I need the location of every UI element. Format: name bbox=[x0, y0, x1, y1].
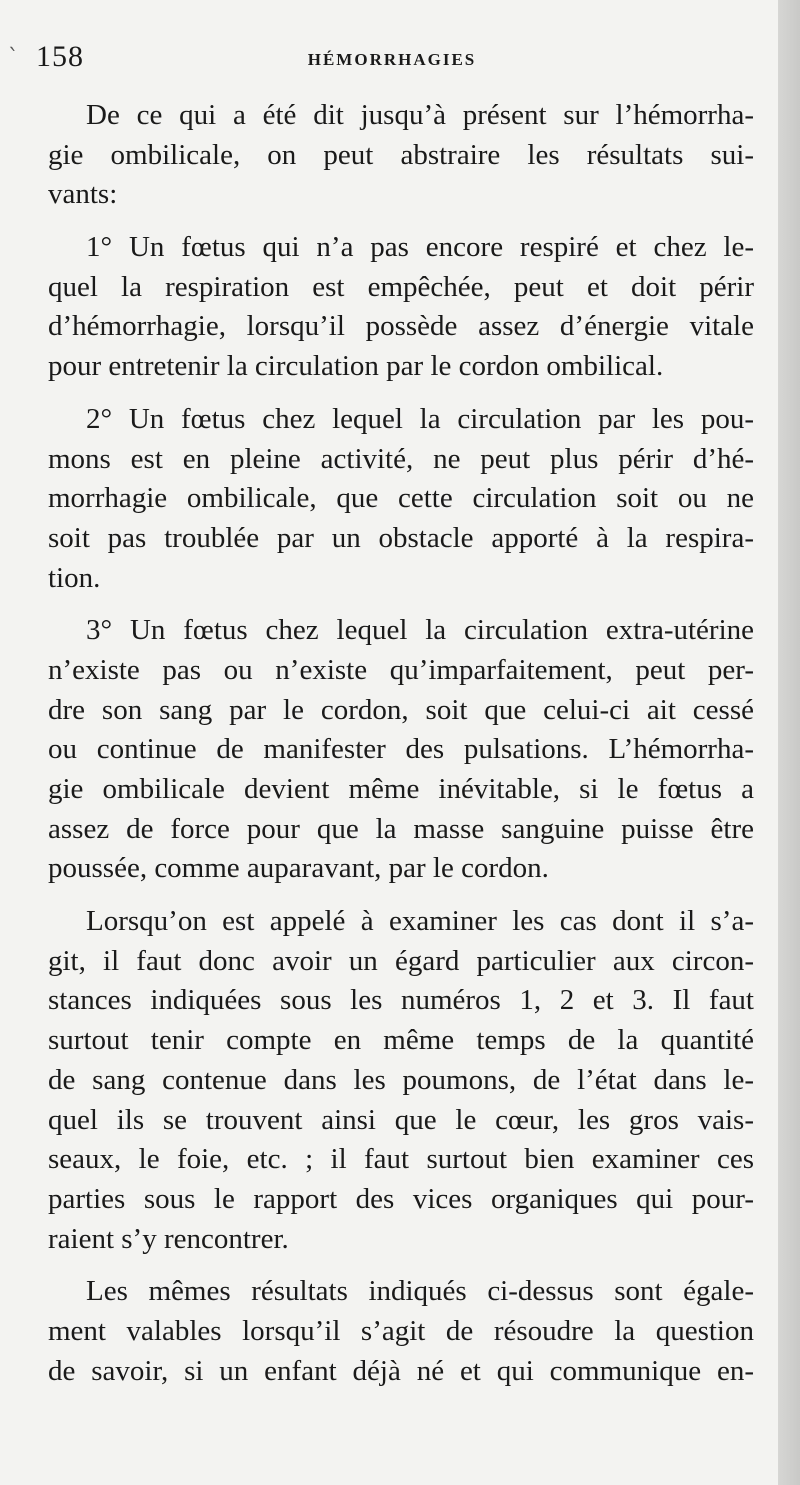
text-line: raient s’y rencontrer. bbox=[48, 1222, 289, 1255]
paragraph bbox=[48, 1272, 754, 1391]
running-title: HÉMORRHAGIES bbox=[307, 50, 477, 69]
text-line: ou continue de manifester des pulsations. L’hémorrha- bbox=[48, 733, 754, 766]
text-line: quel ils se trouvent ainsi que le cœur, les gros vais- bbox=[48, 1103, 754, 1136]
text-line: tion. bbox=[48, 561, 101, 594]
text-line: gie ombilicale devient même inévitable, si le fœtus a bbox=[48, 773, 754, 805]
running-head bbox=[36, 40, 748, 80]
text-line: mons est en pleine activité, ne peut plus périr d’hé- bbox=[48, 442, 754, 475]
text-line: morrhagie ombilicale, que cette circulation soit ou ne bbox=[48, 482, 754, 515]
text-line: assez de force pour que la masse sanguine puisse être bbox=[48, 812, 754, 845]
text-line: gie ombilicale, on peut abstraire les résultats sui- bbox=[48, 138, 754, 171]
paragraph bbox=[48, 400, 754, 598]
body-text bbox=[48, 96, 754, 1391]
text-line: vants: bbox=[48, 178, 118, 211]
text-line: de sang contenue dans les poumons, de l’état dans le- bbox=[48, 1063, 754, 1096]
text-line: 2° Un fœtus chez lequel la circulation par les pou- bbox=[86, 402, 754, 435]
text-line: de savoir, si un enfant déjà né et qui communique en- bbox=[48, 1354, 754, 1387]
text-line: stances indiquées sous les numéros 1, 2 et 3. Il faut bbox=[48, 984, 754, 1017]
text-line: seaux, le foie, etc. ; il faut surtout bien examiner ces bbox=[48, 1143, 754, 1176]
text-line: Lorsqu’on est appelé à examiner les cas dont il s’a- bbox=[86, 905, 754, 938]
paragraph bbox=[48, 902, 754, 1259]
text-line: ment valables lorsqu’il s’agit de résoudre la question bbox=[48, 1314, 754, 1347]
text-line: d’hémorrhagie, lorsqu’il possède assez d’énergie vitale bbox=[48, 310, 754, 343]
text-line: n’existe pas ou n’existe qu’imparfaitement, peut per- bbox=[48, 653, 754, 686]
paragraph bbox=[48, 611, 754, 889]
text-line: git, il faut donc avoir un égard particulier aux circon- bbox=[48, 944, 754, 977]
page-edge bbox=[778, 0, 800, 1485]
text-line: parties sous le rapport des vices organiques qui pour- bbox=[48, 1182, 754, 1215]
text-line: dre son sang par le cordon, soit que celui-ci ait cessé bbox=[48, 693, 754, 726]
paragraph bbox=[48, 96, 754, 215]
text-line: soit pas troublée par un obstacle apporté à la respira- bbox=[48, 521, 754, 554]
text-line: surtout tenir compte en même temps de la quantité bbox=[48, 1024, 754, 1057]
text-line: poussée, comme auparavant, par le cordon. bbox=[48, 852, 549, 885]
text-line: pour entretenir la circulation par le cordon ombilical. bbox=[48, 350, 664, 383]
text-line: 1° Un fœtus qui n’a pas encore respiré et chez le- bbox=[86, 231, 754, 264]
text-line: 3° Un fœtus chez lequel la circulation extra-utérine bbox=[86, 614, 754, 647]
text-line: De ce qui a été dit jusqu’à présent sur l’hémorrha- bbox=[86, 99, 754, 131]
text-line: Les mêmes résultats indiqués ci-dessus sont égale- bbox=[86, 1275, 754, 1308]
page-number: 158 bbox=[36, 40, 84, 73]
corner-mark: ` bbox=[8, 46, 19, 71]
text-line: quel la respiration est empêchée, peut et doit périr bbox=[48, 270, 754, 303]
paragraph bbox=[48, 228, 754, 387]
